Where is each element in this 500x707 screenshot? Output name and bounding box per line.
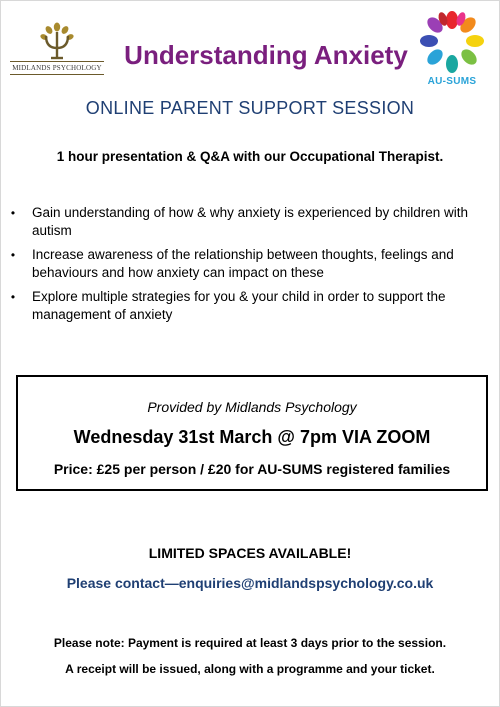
limited-spaces-notice: LIMITED SPACES AVAILABLE! [148, 545, 352, 561]
bullet-dot-icon: • [10, 290, 16, 304]
page-title: Understanding Anxiety [124, 40, 408, 70]
list-item [8, 246, 496, 282]
bullet-dot-icon: • [10, 248, 16, 262]
list-item-text: Gain understanding of how & why anxiety is experienced by children with autism [32, 205, 468, 238]
list-item-text: Increase awareness of the relationship between thoughts, feelings and behaviours and how anxiety can impact on these [32, 247, 454, 280]
session-tagline: 1 hour presentation & Q&A with our Occupational Therapist. [56, 149, 444, 164]
receipt-note: A receipt will be issued, along with a programme and your ticket. [65, 662, 435, 676]
left-logo-text: MIDLANDS PSYCHOLOGY [10, 61, 104, 75]
right-logo-text: AU-SUMS [427, 76, 477, 87]
provided-by-text: Provided by Midlands Psychology [147, 399, 357, 415]
session-subtitle: ONLINE PARENT SUPPORT SESSION [85, 98, 415, 118]
event-price: Price: £25 per person / £20 for AU-SUMS registered families [53, 461, 451, 477]
bullet-dot-icon: • [10, 206, 16, 220]
rainbow-hands-icon [418, 10, 486, 76]
psi-leaf-emblem-icon [38, 22, 76, 60]
list-item [8, 204, 496, 240]
list-item-text: Explore multiple strategies for you & your child in order to support the management of anxiety [32, 289, 446, 322]
benefits-list [8, 204, 496, 330]
au-sums-logo [414, 10, 490, 88]
list-item [8, 288, 496, 324]
contact-email: Please contact—enquiries@midlandspsychology.co.uk [66, 575, 434, 591]
midlands-psychology-logo [8, 22, 106, 74]
event-details-box [16, 375, 488, 491]
event-datetime: Wednesday 31st March @ 7pm VIA ZOOM [73, 427, 431, 447]
payment-note: Please note: Payment is required at least 3 days prior to the session. [53, 636, 447, 650]
